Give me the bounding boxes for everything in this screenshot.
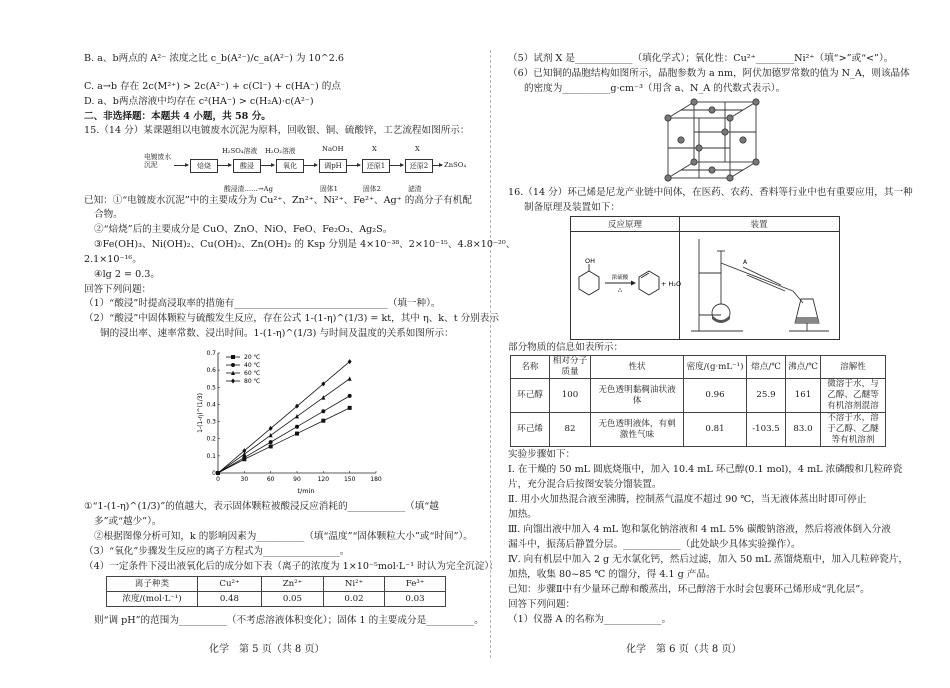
- right-page: [508, 0, 913, 688]
- legend-marker: [231, 363, 235, 367]
- series-80C: [216, 359, 352, 475]
- step-2: Ⅱ. 用小火加热混合液至沸腾，控制蒸气温度不超过 90 ℃，当无液体蒸出时即可停止: [508, 494, 867, 505]
- data-point: [321, 381, 325, 386]
- x-tick-label: 90: [293, 476, 301, 483]
- series-40C: [216, 394, 352, 475]
- part-1: （1）“酸浸”时提高浸取率的措施有________________________________（填一种）。: [84, 298, 441, 309]
- prop-cell: 161: [786, 379, 821, 413]
- prop-header: 溶解性: [821, 356, 886, 379]
- known-3: ③Fe(OH)₃、Ni(OH)₂、Cu(OH)₂、Zn(OH)₂ 的 Ksp 分别是 4×10⁻³⁸、2×10⁻¹⁵、4.8×10⁻²⁰、: [94, 239, 516, 250]
- known-1b: 合物。: [94, 209, 123, 220]
- part-4b: 则“调 pH”的范围为__________（不考虑溶液体积变化）；固体 1 的主要成分是__________。: [94, 615, 484, 626]
- chart-ticks: [206, 350, 381, 483]
- left-page: [84, 0, 516, 688]
- properties-intro: 部分物质的信息如表所示：: [508, 342, 624, 353]
- flow-reagent-h2o2: H₂O₂溶液: [265, 147, 296, 155]
- part-3: （3）“氧化”步骤发生反应的离子方程式为________________。: [84, 546, 350, 557]
- step-4: Ⅳ. 向有机层中加入 2 g 无水氯化钙，然后过滤，加入 50 mL 蒸馏烧瓶中，加入几粒碎瓷片，: [508, 554, 909, 565]
- prop-cell: 82: [550, 413, 591, 447]
- flow-step-roast: 焙烧: [190, 159, 218, 173]
- y-tick-label: 0: [212, 470, 216, 477]
- y-tick-label: 0.1: [206, 452, 216, 460]
- prop-cell: 环己醇: [511, 379, 550, 413]
- question-16-stem: 16.（14 分）环己烯是尼龙产业链中间体，在医药、农药、香料等行业中也有重要应用，其一种: [508, 187, 913, 198]
- prop-cell: 0.81: [684, 413, 747, 447]
- series-line: [218, 396, 350, 473]
- data-point: [321, 419, 325, 423]
- flow-arrow: [346, 165, 360, 166]
- legend-label: 60 ℃: [244, 370, 261, 377]
- data-point: [295, 404, 299, 409]
- prop-cell: 无色透明黏稠油状液体: [591, 379, 684, 413]
- prop-cell: 环己烯: [511, 413, 550, 447]
- ion-header: Ni²⁺: [323, 577, 384, 592]
- flow-arrow: [303, 165, 317, 166]
- prop-cell: 无色透明液体，有刺激性气味: [591, 413, 684, 447]
- flow-filter-residue: 滤渣: [408, 185, 422, 193]
- answer-intro-16: 回答下列问题：: [508, 599, 576, 610]
- ion-header: Fe³⁺: [384, 577, 445, 592]
- legend-marker: [231, 379, 235, 384]
- option-c: C. a→b 存在 2c(M²⁺) > 2c(A²⁻) + c(Cl⁻) + c(HA⁻) 的点: [84, 81, 341, 92]
- prop-cell: 83.0: [786, 413, 821, 447]
- copper-unit-cell: [658, 96, 768, 184]
- question-15-stem: 15.（14 分）某课题组以电镀废水沉泥为原料，回收银、铜、硫酸锌，工艺流程如图所示：: [84, 125, 470, 136]
- ion-header: Cu²⁺: [198, 577, 262, 592]
- x-axis-label: t/min: [297, 487, 315, 495]
- part-2-1: ①“1-(1-η)^(1/3)”的值越大，表示固体颗粒被酸浸反应消耗的____________（填“越: [84, 501, 439, 512]
- data-point: [348, 376, 352, 380]
- flow-solid-2: 固体2: [363, 185, 381, 193]
- flow-step-reduce-1: 还原1: [362, 159, 390, 173]
- legend-label: 20 ℃: [244, 354, 261, 361]
- step-2b: 加热。: [508, 509, 537, 520]
- flow-arrow: [432, 165, 442, 166]
- leach-rate-chart: [194, 345, 384, 495]
- data-point: [348, 394, 352, 398]
- y-tick-label: 0.5: [206, 384, 216, 392]
- process-flowchart: [144, 145, 467, 195]
- prop-header: 密度/(g·mL⁻¹): [684, 356, 747, 379]
- prop-header: 名称: [511, 356, 550, 379]
- data-point: [348, 406, 352, 410]
- step-4b: 加热，收集 80~85 ℃ 的馏分，得 4.1 g 产品。: [508, 569, 716, 580]
- series-line: [218, 379, 350, 473]
- flow-step-oxidize: 氧化: [276, 159, 304, 173]
- properties-table: [510, 355, 886, 447]
- flow-step-adjust-ph: 调pH: [319, 159, 347, 173]
- ion-header: Zn²⁺: [261, 577, 323, 592]
- section-heading: 二、非选择题：本题共 4 小题，共 58 分。: [84, 111, 271, 122]
- instrument-a-label: A: [743, 259, 748, 266]
- flow-arrow: [260, 165, 274, 166]
- y-tick-label: 0.2: [206, 435, 216, 443]
- step-1b: 片，充分混合后按图安装分馏装置。: [508, 479, 662, 490]
- prop-cell: 0.96: [684, 379, 747, 413]
- ion-row-label: 浓度/(mol·L⁻¹): [107, 592, 198, 607]
- data-point: [295, 425, 299, 429]
- data-point: [269, 440, 273, 444]
- hydroxyl-label: OH: [585, 257, 596, 265]
- x-tick-label: 150: [343, 476, 356, 483]
- flow-raw-material: 电镀废水沉泥: [144, 153, 172, 169]
- answer-intro: 回答下列问题：: [84, 284, 152, 295]
- ion-value: 0.03: [384, 592, 445, 607]
- part-5: （5）试剂 X 是____________（填化学式）；氧化性：Cu²⁺________Ni²⁺（填“>”或“<”）。: [508, 53, 894, 64]
- series-20C: [216, 406, 352, 475]
- flow-arrow: [217, 165, 231, 166]
- step-3b: 漏斗中，振荡后静置分层。____________（此处缺少具体实验操作）。: [508, 539, 801, 550]
- ion-value: 0.48: [198, 592, 262, 607]
- known-1: 已知：①“电镀废水沉泥”中的主要成分为 Cu²⁺、Zn²⁺、Ni²⁺、Fe²⁺、Ag⁺ 的高分子有机配: [84, 195, 472, 206]
- prop-cell: 100: [550, 379, 591, 413]
- prop-cell: 微溶于水，与乙醇、乙醚等有机溶剂混溶: [821, 379, 886, 413]
- step-3: Ⅲ. 向馏出液中加入 4 mL 饱和氯化钠溶液和 4 mL 5% 碳酸钠溶液，然后将液体倒入分液: [508, 524, 891, 535]
- data-point: [348, 359, 352, 364]
- flow-residue-ag: 酸浸渣……→Ag: [224, 185, 273, 193]
- reaction-equation: [575, 257, 682, 307]
- y-tick-label: 0.6: [206, 367, 216, 375]
- ion-concentration-table: [106, 576, 446, 607]
- data-point: [269, 444, 273, 448]
- chart-series: [216, 359, 352, 475]
- data-point: [295, 432, 299, 436]
- data-point: [321, 395, 325, 399]
- flow-reagent-h2so4: H₂SO₄溶液: [222, 147, 258, 155]
- y-tick-label: 0.3: [206, 418, 216, 426]
- known-3b: 2.1×10⁻¹⁶。: [84, 254, 142, 265]
- condition-acid: 浓硫酸: [611, 275, 629, 281]
- flow-step-acid-leach: 酸浸: [233, 159, 261, 173]
- y-tick-label: 0.4: [206, 401, 216, 409]
- reaction-setup-box: [570, 216, 840, 340]
- x-tick-label: 60: [266, 476, 275, 483]
- legend-label: 40 ℃: [244, 362, 261, 369]
- steps-intro: 实验步骤如下：: [508, 449, 576, 460]
- part-4: （4）一定条件下浸出液氧化后的成分如下表（离子的浓度为 1×10⁻⁵mol·L⁻¹ 时认为完全沉淀）：: [84, 561, 499, 572]
- chart-legend: [226, 354, 261, 385]
- flow-step-reduce-2: 还原2: [405, 159, 433, 173]
- known-4: ④lg 2 = 0.3。: [94, 269, 160, 280]
- option-d: D. a、b两点溶液中均存在 c²(HA⁻) > c(H₂A)·c(A²⁻): [84, 96, 314, 107]
- option-b: B. a、b两点的 A²⁻ 浓度之比 c_b(A²⁻)/c_a(A²⁻) 为 10^2.6: [84, 53, 345, 64]
- prop-header: 相对分子质量: [550, 356, 591, 379]
- data-point: [295, 414, 299, 418]
- data-point: [242, 456, 246, 460]
- data-point: [321, 409, 325, 413]
- x-tick-label: 30: [240, 476, 249, 483]
- chart-axes: [218, 353, 376, 473]
- flow-arrow: [174, 165, 188, 166]
- flow-reagent-naoh: NaOH: [322, 145, 344, 153]
- x-tick-label: 180: [370, 476, 382, 483]
- part-2-2: ②根据图像分析可知，k 的影响因素为__________（填“温度”“固体颗粒大小”或“时间”）。: [94, 531, 473, 542]
- part-6: （6）已知铜的晶胞结构如图所示，晶胞参数为 a nm，阿伏加德罗常数的值为 N_A，则该晶体: [508, 68, 910, 79]
- x-tick-label: 0: [216, 476, 220, 483]
- data-point: [269, 426, 273, 431]
- header-reaction-principle: 反应原理: [607, 220, 642, 230]
- part-2b: 铜的浸出率、速率常数、浸出时间。1-(1-η)^(1/3) 与时间及温度的关系如图所示：: [100, 328, 454, 339]
- prop-cell: 不溶于水，溶于乙醇、乙醚等有机溶剂: [821, 413, 886, 447]
- y-axis-label: 1-(1-η)^(1/3): [197, 393, 204, 433]
- part-2: （2）“酸浸”中固体颗粒与硫酸发生反应，存在公式 1-(1-η)^(1/3) = kt，其中 η、k、t 分别表示: [84, 313, 499, 324]
- known-note: 已知：步骤Ⅱ中有少量环己醇和酸蒸出，环己醇溶于水时会包裹环己烯形成“乳化层”。: [508, 584, 870, 595]
- known-2: ②“焙烧”后的主要成分是 CuO、ZnO、NiO、FeO、Fe₂O₃、Ag₂S。: [94, 224, 393, 235]
- legend-marker: [231, 355, 235, 359]
- flow-reagent-x1: X: [372, 145, 377, 153]
- flow-arrow: [389, 165, 403, 166]
- data-point: [269, 433, 273, 437]
- flow-solid-1: 固体1: [320, 185, 338, 193]
- series-60C: [216, 376, 352, 475]
- flow-product: ZnSO₄: [444, 161, 467, 169]
- y-tick-label: 0.7: [206, 350, 216, 357]
- prop-header: 沸点/℃: [786, 356, 821, 379]
- ion-value: 0.05: [261, 592, 323, 607]
- condition-heat: △: [617, 287, 623, 293]
- prop-header: 熔点/℃: [747, 356, 786, 379]
- prop-cell: 25.9: [747, 379, 786, 413]
- ion-header: 离子种类: [107, 577, 198, 592]
- page-footer-6: 化学 第 6 页（共 8 页）: [626, 644, 742, 655]
- distillation-apparatus: [683, 233, 835, 337]
- prop-cell: -103.5: [747, 413, 786, 447]
- legend-label: 80 ℃: [244, 378, 261, 385]
- part-2-1b: 多”或“越少”）。: [94, 516, 162, 527]
- page-footer-5: 化学 第 5 页（共 8 页）: [209, 644, 325, 655]
- x-tick-label: 120: [317, 476, 330, 483]
- data-point: [242, 448, 246, 453]
- step-1: Ⅰ. 在干燥的 50 mL 圆底烧瓶中，加入 10.4 mL 环己醇(0.1 mol)，4 mL 浓磷酸和几粒碎瓷: [508, 464, 903, 475]
- part-6b: 的密度为__________g·cm⁻³（用含 a、N_A 的代数式表示）。: [524, 83, 786, 94]
- water-product: + H₂O: [661, 280, 682, 288]
- question-16-stem-b: 制备原理及装置如下：: [524, 202, 620, 213]
- ion-value: 0.02: [323, 592, 384, 607]
- header-apparatus: 装置: [750, 220, 768, 230]
- question-16-part-1: （1）仪器 A 的名称为____________。: [508, 614, 672, 625]
- flow-reagent-x2: X: [415, 145, 420, 153]
- prop-header: 性状: [591, 356, 684, 379]
